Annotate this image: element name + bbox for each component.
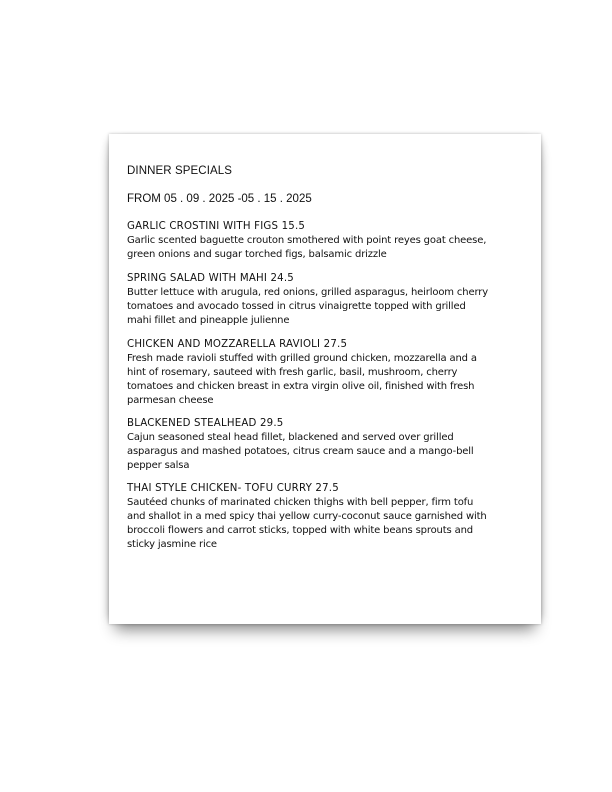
menu-item-description-line: asparagus and mashed potatoes, citrus cream sauce and a mango-bell — [127, 446, 474, 457]
menu-item-description-line: broccoli flowers and carrot sticks, topped with white beans sprouts and — [127, 525, 473, 536]
menu-title: DINNER SPECIALS — [127, 165, 233, 177]
menu-item-heading: SPRING SALAD WITH MAHI 24.5 — [127, 273, 294, 284]
menu-item-description-line: pepper salsa — [127, 460, 190, 471]
menu-item-description-line: Cajun seasoned steal head fillet, blackened and served over grilled — [127, 432, 454, 443]
menu-item-heading: CHICKEN AND MOZZARELLA RAVIOLI 27.5 — [127, 339, 348, 350]
menu-sheet — [109, 134, 541, 624]
menu-item — [127, 338, 527, 408]
menu-item — [127, 272, 527, 328]
menu-item-description-line: and shallot in a med spicy thai yellow curry-coconut sauce garnished with — [127, 511, 487, 522]
menu-item-description-line: hint of rosemary, sauteed with fresh garlic, basil, mushroom, cherry — [127, 367, 458, 378]
menu-item-description-line: tomatoes and chicken breast in extra virgin olive oil, finished with fresh — [127, 381, 475, 392]
menu-item-description-line: Butter lettuce with arugula, red onions, grilled asparagus, heirloom cherry — [127, 287, 488, 298]
menu-item-heading: GARLIC CROSTINI WITH FIGS 15.5 — [127, 221, 306, 232]
menu-date-range: FROM 05 . 09 . 2025 -05 . 15 . 2025 — [127, 193, 312, 205]
menu-item-description-line: Garlic scented baguette crouton smothered with point reyes goat cheese, — [127, 235, 487, 246]
menu-item-description-line: green onions and sugar torched figs, balsamic drizzle — [127, 249, 387, 260]
menu-item-description-line: Sautéed chunks of marinated chicken thighs with bell pepper, firm tofu — [127, 497, 474, 508]
menu-item-description-line: sticky jasmine rice — [127, 539, 217, 550]
menu-item — [127, 417, 527, 473]
menu-item-description-line: Fresh made ravioli stuffed with grilled ground chicken, mozzarella and a — [127, 353, 477, 364]
menu-item-description-line: parmesan cheese — [127, 395, 214, 406]
menu-item-heading: THAI STYLE CHICKEN- TOFU CURRY 27.5 — [127, 483, 339, 494]
menu-item-description-line: tomatoes and avocado tossed in citrus vinaigrette topped with grilled — [127, 301, 466, 312]
menu-item-description-line: mahi fillet and pineapple julienne — [127, 315, 290, 326]
menu-item — [127, 482, 527, 552]
menu-item-heading: BLACKENED STEALHEAD 29.5 — [127, 418, 284, 429]
menu-content — [127, 164, 527, 552]
menu-item — [127, 220, 527, 262]
